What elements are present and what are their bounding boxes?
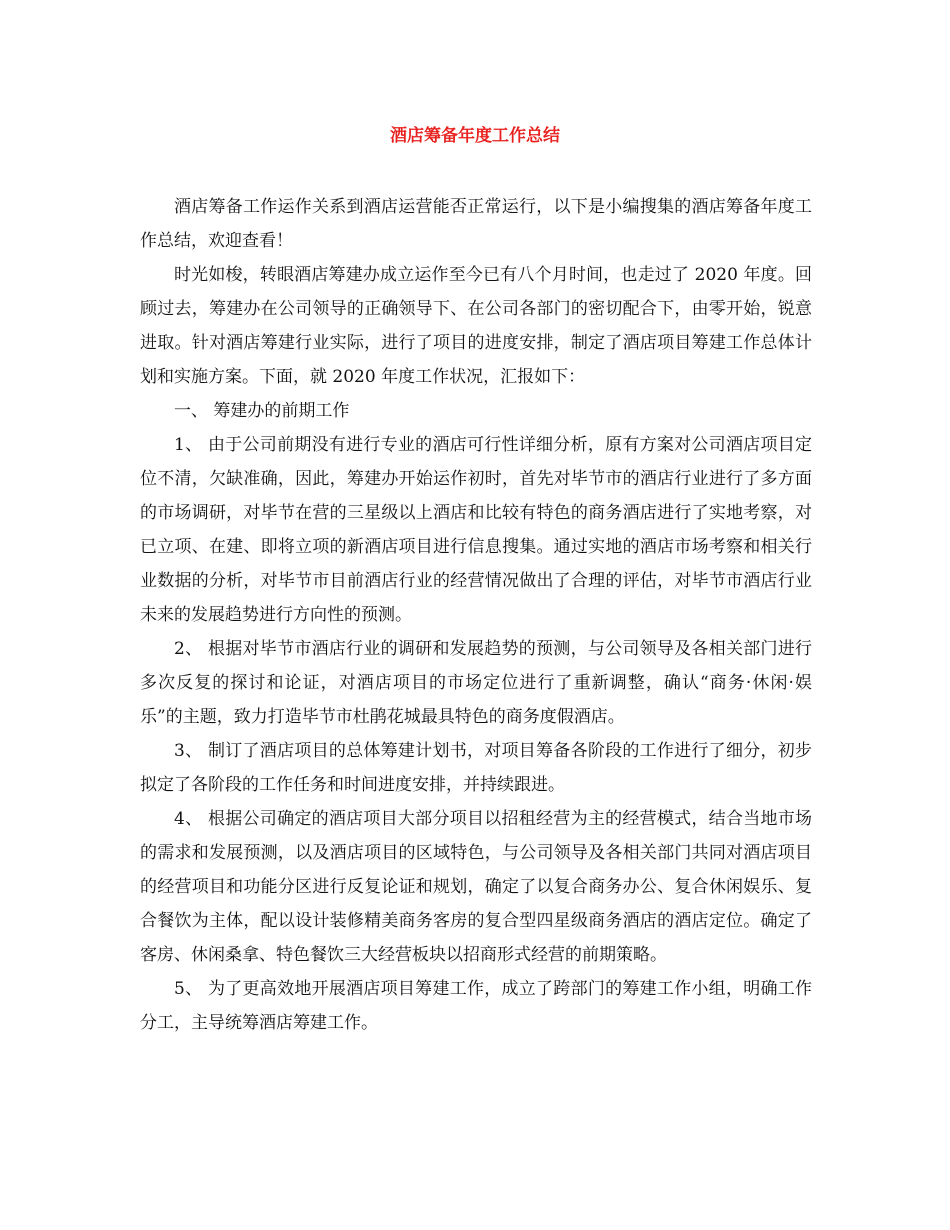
paragraph-item-4: 4、 根据公司确定的酒店项目大部分项目以招租经营为主的经营模式，结合当地市场的需求和发展预测，以及酒店项目的区域特色，与公司领导及各相关部门共同对酒店项目的经营项目和功能分区进行反复论证和规划，确定了以复合商务办公、复合休闲娱乐、复合餐饮为主体，配以设计装修精美商务客房的复合型四星级商务酒店的酒店定位。确定了客房、休闲桑拿、特色餐饮三大经营板块以招商形式经营的前期策略。 [140, 809, 812, 965]
paragraph-overview: 时光如梭，转眼酒店筹建办成立运作至今已有八个月时间，也走过了 2020 年度。回顾过去，筹建办在公司领导的正确领导下、在公司各部门的密切配合下，由零开始，锐意进取。针对酒店筹建行业实际，进行了项目的进度安排，制定了酒店项目筹建工作总体计划和实施方案。下面，就 2020 年度工作状况，汇报如下： [140, 265, 812, 387]
paragraph-intro: 酒店筹备工作运作关系到酒店运营能否正常运行，以下是小编搜集的酒店筹备年度工作总结，欢迎查看！ [140, 197, 812, 251]
paragraph-item-2: 2、 根据对毕节市酒店行业的调研和发展趋势的预测，与公司领导及各相关部门进行多次反复的探讨和论证，对酒店项目的市场定位进行了重新调整，确认“商务·休闲·娱乐”的主题，致力打造毕节市杜鹃花城最具特色的商务度假酒店。 [140, 639, 812, 727]
paragraph-item-3: 3、 制订了酒店项目的总体筹建计划书，对项目筹备各阶段的工作进行了细分，初步拟定了各阶段的工作任务和时间进度安排，并持续跟进。 [140, 741, 812, 795]
document-title: 酒店筹备年度工作总结 [390, 126, 560, 146]
paragraph-item-5: 5、 为了更高效地开展酒店项目筹建工作，成立了跨部门的筹建工作小组，明确工作分工，主导统筹酒店筹建工作。 [140, 979, 812, 1033]
section-heading: 一、 筹建办的前期工作 [174, 401, 350, 421]
document-body [140, 190, 812, 1040]
paragraph-item-1: 1、 由于公司前期没有进行专业的酒店可行性详细分析，原有方案对公司酒店项目定位不清，欠缺准确，因此，筹建办开始运作初时，首先对毕节市的酒店行业进行了多方面的市场调研，对毕节在营的三星级以上酒店和比较有特色的商务酒店进行了实地考察，对已立项、在建、即将立项的新酒店项目进行信息搜集。通过实地的酒店市场考察和相关行业数据的分析，对毕节市目前酒店行业的经营情况做出了合理的评估，对毕节市酒店行业未来的发展趋势进行方向性的预测。 [140, 435, 812, 625]
